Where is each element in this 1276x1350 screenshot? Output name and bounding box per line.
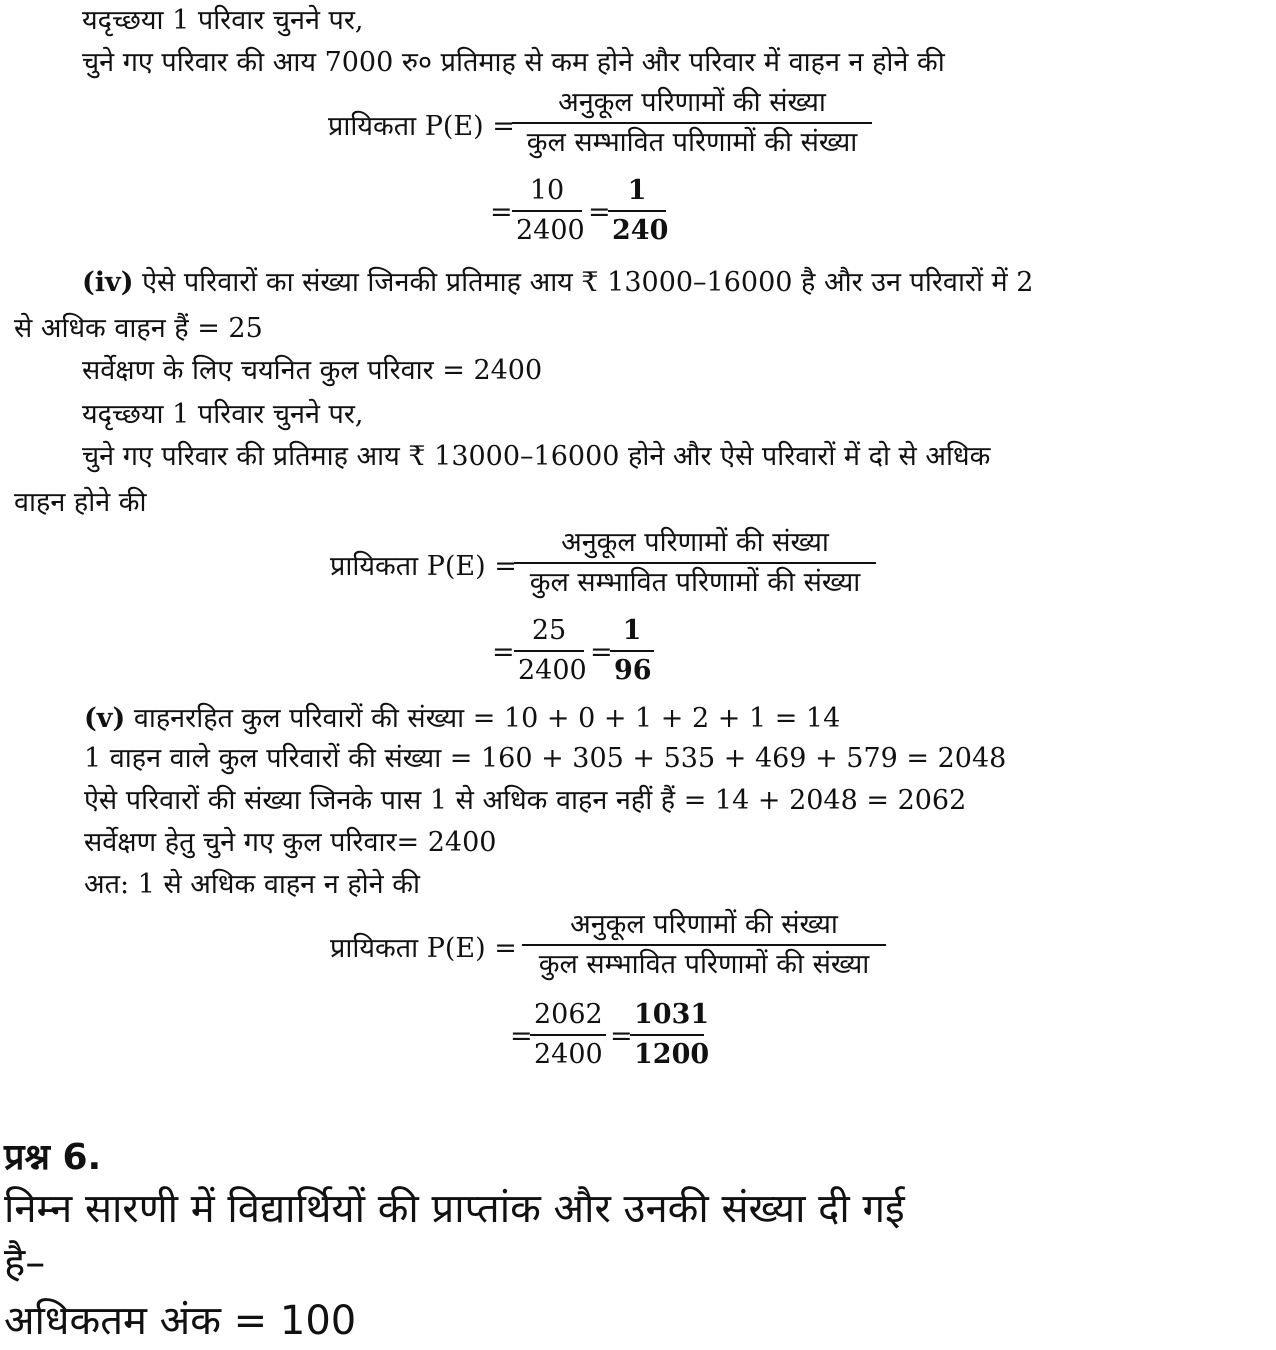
p4-ratio-fraction [514, 614, 587, 688]
p4-favourable-outcomes: अनुकूल परिणामों की संख्या [561, 527, 829, 558]
p3-result-denominator: 240 [612, 215, 669, 246]
p5-ratio-fraction [530, 998, 606, 1072]
p3-ratio-denominator: 2400 [516, 215, 585, 246]
p5-line-a-text: वाहनरहित कुल परिवारों की संख्या = 10 + 0 + 1 + 2 + 1 = 14 [125, 703, 841, 734]
p4-result-denominator: 96 [614, 655, 652, 686]
p3-ratio-numerator: 10 [529, 175, 565, 206]
p4-line-d: यदृच्छया 1 परिवार चुनने पर, [82, 399, 364, 430]
p3-line-b: चुने गए परिवार की आय 7000 रु० प्रतिमाह से कम होने और परिवार में वाहन न होने की [82, 47, 945, 78]
equals-sign: = [590, 637, 613, 668]
p4-result-numerator: 1 [622, 615, 642, 646]
p5-label: (v) [84, 703, 126, 734]
p5-prob-label: प्रायिकता P(E) = [330, 933, 517, 964]
p5-result-denominator: 1200 [634, 1039, 710, 1070]
p4-formula-fraction [514, 526, 876, 600]
p3-prob-label: प्रायिकता P(E) = [328, 111, 515, 142]
p4-ratio-numerator: 25 [531, 615, 567, 646]
p4-line-e: चुने गए परिवार की प्रतिमाह आय ₹ 13000–16000 होने और ऐसे परिवारों में दो से अधिक [82, 441, 991, 472]
p3-ratio-fraction [512, 174, 585, 248]
p5-line-a [84, 702, 840, 736]
question-6-line-a: निम्न सारणी में विद्यार्थियों की प्राप्तांक और उनकी संख्या दी गई [4, 1186, 905, 1232]
p3-total-outcomes: कुल सम्भावित परिणामों की संख्या [526, 127, 858, 158]
p4-line-b: से अधिक वाहन हैं = 25 [14, 313, 263, 344]
p5-line-b: 1 वाहन वाले कुल परिवारों की संख्या = 160 + 305 + 535 + 469 + 579 = 2048 [84, 743, 1007, 774]
equals-sign: = [588, 197, 611, 228]
p5-result-numerator: 1031 [634, 999, 710, 1030]
p5-ratio-numerator: 2062 [534, 999, 603, 1030]
equals-sign: = [610, 1021, 633, 1052]
p4-prob-label: प्रायिकता P(E) = [330, 551, 517, 582]
equals-sign: = [490, 197, 513, 228]
equals-sign: = [510, 1021, 533, 1052]
p5-favourable-outcomes: अनुकूल परिणामों की संख्या [570, 909, 838, 940]
p4-label: (iv) [82, 267, 134, 298]
p5-line-c: ऐसे परिवारों की संख्या जिनके पास 1 से अधिक वाहन नहीं हैं = 14 + 2048 = 2062 [84, 785, 967, 816]
p5-ratio-denominator: 2400 [534, 1039, 603, 1070]
p4-line-c: सर्वेक्षण के लिए चयनित कुल परिवार = 2400 [82, 355, 543, 386]
p3-result-numerator: 1 [627, 175, 647, 206]
p4-line-a-text: ऐसे परिवारों का संख्या जिनकी प्रतिमाह आय ₹ 13000–16000 है और उन परिवारों में 2 [133, 267, 1034, 298]
p5-line-e: अत: 1 से अधिक वाहन न होने की [84, 869, 420, 900]
p4-line-f: वाहन होने की [14, 487, 147, 518]
question-6-heading: प्रश्न 6. [4, 1137, 102, 1178]
p5-formula-fraction [522, 908, 886, 982]
p5-total-outcomes: कुल सम्भावित परिणामों की संख्या [538, 949, 870, 980]
p4-ratio-denominator: 2400 [518, 655, 587, 686]
p3-formula-fraction [512, 86, 872, 160]
question-6-line-c: अधिकतम अंक = 100 [4, 1298, 357, 1344]
p4-line-a [82, 266, 1033, 300]
p5-result-fraction [630, 998, 710, 1072]
question-6-line-b: है– [4, 1240, 46, 1286]
p4-total-outcomes: कुल सम्भावित परिणामों की संख्या [529, 567, 861, 598]
equals-sign: = [492, 637, 515, 668]
p3-line-a: यदृच्छया 1 परिवार चुनने पर, [82, 5, 364, 36]
p3-favourable-outcomes: अनुकूल परिणामों की संख्या [558, 87, 826, 118]
p3-result-fraction [608, 174, 669, 248]
p4-result-fraction [610, 614, 654, 688]
p5-line-d: सर्वेक्षण हेतु चुने गए कुल परिवार= 2400 [84, 827, 497, 858]
